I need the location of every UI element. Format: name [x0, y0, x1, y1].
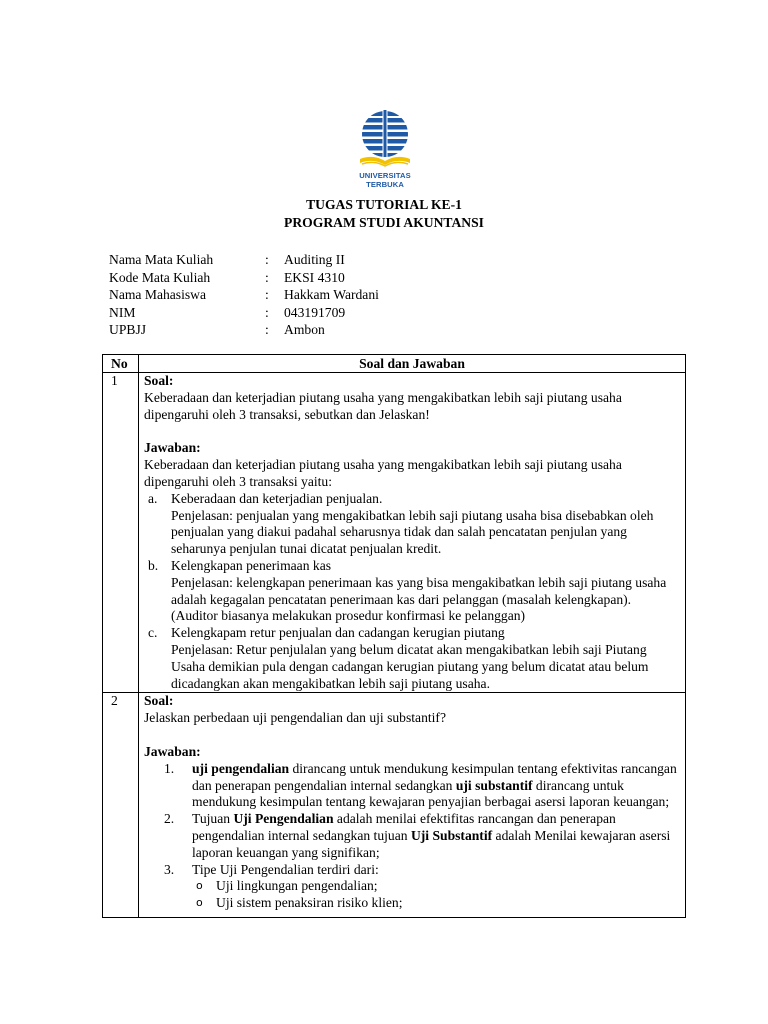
question-label: Soal:	[144, 693, 174, 709]
list-marker: b.	[148, 557, 159, 573]
row-number: 2	[103, 693, 139, 918]
answer-list	[144, 491, 681, 693]
answer-intro: Keberadaan dan keterjadian piutang usaha yang mengakibatkan lebih saji piutang usaha dipengaruhi oleh 3 transaksi yaitu:	[144, 457, 622, 489]
list-item	[144, 625, 681, 692]
list-marker: 3.	[164, 861, 175, 877]
item-title: Kelengkapan penerimaan kas	[171, 557, 332, 573]
university-logo	[340, 108, 430, 189]
bullet-marker: o	[196, 896, 203, 910]
sub-list	[192, 878, 681, 912]
bold-term: Uji Pengendalian	[233, 811, 334, 827]
info-row-course-code	[109, 270, 509, 288]
row-number: 1	[103, 373, 139, 693]
answer-label: Jawaban:	[144, 440, 201, 456]
sub-list-item	[192, 895, 681, 912]
info-value: Hakkam Wardani	[284, 287, 379, 303]
item-text: adalah Menilai kewajaran asersi laporan keuangan yang signifikan;	[192, 827, 671, 860]
sub-list-item	[192, 878, 681, 895]
bold-term: uji pengendalian	[192, 760, 290, 776]
info-row-course-name	[109, 252, 509, 270]
item-text: dirancang untuk mendukung kesimpulan tentang kewajaran penyajian berbagai asersi laporan keuangan;	[192, 777, 670, 810]
qa-table	[102, 354, 686, 918]
item-text: dirancang untuk mendukung kesimpulan tentang efektivitas rancangan dan penerapan pengendalian internal sedangkan	[192, 760, 677, 793]
list-marker: a.	[148, 490, 158, 506]
table-row	[103, 373, 686, 693]
info-row-student-name	[109, 287, 509, 305]
item-title: Keberadaan dan keterjadian penjualan.	[171, 490, 383, 506]
info-value: Auditing II	[284, 252, 345, 267]
list-item	[144, 558, 681, 625]
question-label: Soal:	[144, 373, 174, 388]
bold-term: Uji Substantif	[410, 827, 493, 843]
table-header-row	[103, 355, 686, 373]
item-text: adalah menilai efektifitas rancangan dan penerapan pengendalian internal sedangkan tujuan	[192, 811, 616, 843]
logo-text: UNIVERSITAS TERBUKA	[359, 171, 411, 189]
logo-emblem-icon	[340, 108, 430, 170]
answer-list	[144, 761, 681, 912]
sub-item-text: Uji sistem penaksiran risiko klien;	[216, 895, 403, 911]
info-label: Kode Mata Kuliah	[109, 269, 211, 285]
info-value: EKSI 4310	[284, 269, 345, 285]
table-row	[103, 693, 686, 918]
item-title: Kelengkapam retur penjualan dan cadangan kerugian piutang	[171, 625, 505, 641]
column-header-content: Soal dan Jawaban	[139, 355, 686, 373]
column-header-no: No	[103, 355, 139, 373]
question-text: Keberadaan dan keterjadian piutang usaha yang mengakibatkan lebih saji piutang usaha dipengaruhi oleh 3 transaksi, sebutkan dan Jelaskan!	[144, 389, 622, 422]
list-item	[144, 811, 681, 861]
sub-item-text: Uji lingkungan pengendalian;	[216, 878, 378, 894]
item-text: Tipe Uji Pengendalian terdiri dari:	[192, 861, 379, 877]
item-text: Penjelasan: Retur penjulalan yang belum dicatat akan mengakibatkan lebih saji Piutang Usaha demikian pula dengan cadangan kerugian piutang yang belum dicatat atau belum dicadangkan akan mengakibatkan lebih saji piutang usaha.	[171, 641, 649, 691]
info-separator: :	[265, 252, 269, 267]
document-title: TUGAS TUTORIAL KE-1	[306, 197, 462, 212]
info-row-upbjj	[109, 322, 509, 340]
answer-label: Jawaban:	[144, 743, 201, 759]
list-marker: 1.	[164, 760, 175, 776]
bold-term: uji substantif	[455, 777, 533, 793]
item-text: Tujuan	[192, 811, 234, 827]
info-separator: :	[265, 287, 269, 303]
document-subtitle: PROGRAM STUDI AKUNTANSI	[284, 215, 484, 230]
question-text: Jelaskan perbedaan uji pengendalian dan uji substantif?	[144, 710, 446, 726]
bullet-marker: o	[196, 879, 203, 893]
list-item	[144, 491, 681, 558]
list-marker: c.	[148, 625, 158, 641]
info-value: Ambon	[284, 322, 325, 338]
info-label: UPBJJ	[109, 322, 147, 338]
info-separator: :	[265, 304, 269, 320]
info-label: Nama Mata Kuliah	[109, 252, 214, 267]
item-text: Penjelasan: kelengkapan penerimaan kas yang bisa mengakibatkan lebih saji piutang usaha adalah kegagalan pencatatan penerimaan kas dari pelanggan (masalah kelengkapan). (Auditor biasanya melakukan prosedur konfirmasi ke pelanggan)	[171, 574, 667, 624]
list-marker: 2.	[164, 811, 175, 827]
student-info	[109, 252, 509, 340]
info-label: NIM	[109, 304, 136, 320]
row-content	[139, 693, 686, 918]
list-item	[144, 862, 681, 912]
info-value: 043191709	[284, 304, 346, 320]
info-row-nim	[109, 305, 509, 323]
info-label: Nama Mahasiswa	[109, 287, 207, 303]
list-item	[144, 761, 681, 811]
item-text: Penjelasan: penjualan yang mengakibatkan lebih saji piutang usaha bisa disebabkan oleh penjualan yang diakui padahal seharusnya tidak dan salah pencatatan penjulan yang seharunya penjulan tunai dicatat penjualan kredit.	[171, 507, 654, 557]
info-separator: :	[265, 269, 269, 285]
info-separator: :	[265, 322, 269, 338]
row-content	[139, 373, 686, 693]
